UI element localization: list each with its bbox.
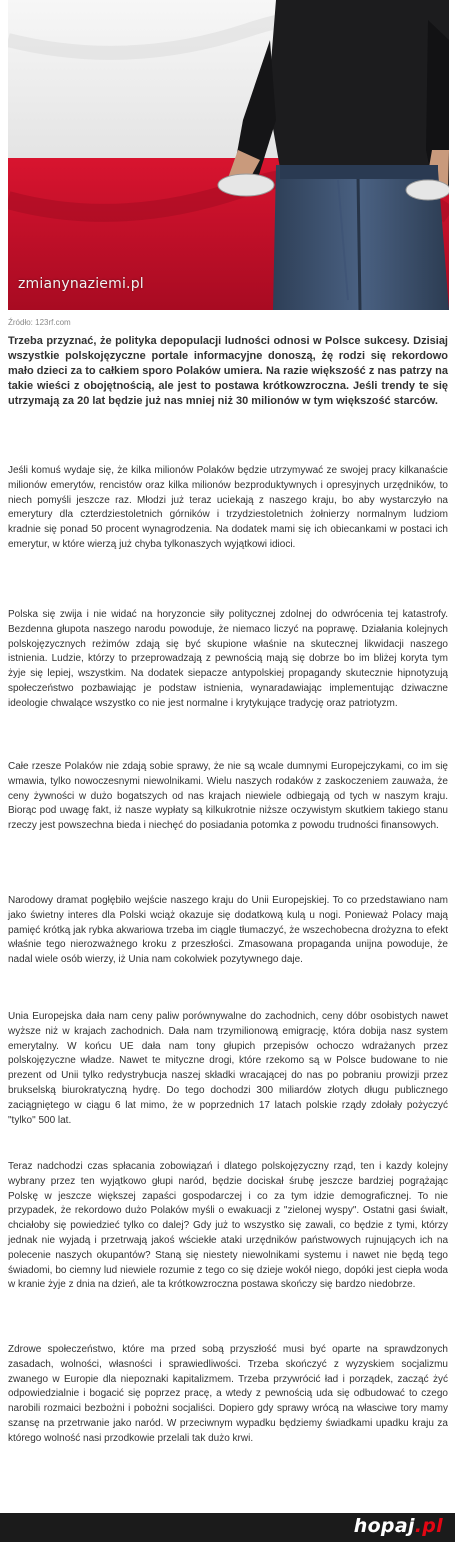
article-paragraph: Całe rzesze Polaków nie zdają sobie sprawy, że nie są wcale dumnymi Europejczykami, co im się wmawia, tylko nowoczesnymi niewolnikami. Wielu naszych rodaków z zaskoczeniem zauważa, że ceny żywności w dużo bogatszych od nas krajach niewiele odbiegają od tych w naszym kraju. Biorąc pod uwagę fakt, iż nasze wypłaty są kilkukrotnie niższe oczywistym skutkiem takiego stanu rzeczy jest powszechna bieda i niechęć do posiadania potomka z powodu trudności finansowych. <box>8 761 448 832</box>
image-source: Źródło: 123rf.com <box>8 318 71 327</box>
article-paragraph: Zdrowe społeczeństwo, które ma przed sobą przyszłość musi być oparte na sprawdzonych zasadach, wolności, własności i sprawiedliwości. Trzeba skończyć z wyzyskiem socjalizmu zwanego w Europie dla niepoznaki kapitalizmem. Trzeba przywrócić ład i porządek, zacząć żyć odpowiedzialnie i bogacić się poprzez pracę, a wtedy z pewnością uda się odbudować to czego narobili rozmaici bezbożni i pobożni socjaliści. Dopiero gdy sprawy wrócą na własciwe tory mamy szansę na przetrwanie jako naród. W przeciwnym wypadku będziemy świadkami upadku kraju za którego wolność nasi przodkowie przelali tak dużo krwi. <box>8 1344 448 1444</box>
logo-suffix: .pl <box>414 1515 443 1537</box>
article-lead: Trzeba przyznać, że polityka depopulacji ludności odnosi w Polsce sukcesy. Dzisiaj wszystkie polskojęzyczne portale informacyjne donoszą, żę rodzi się rekordowo mało dzieci za to całkiem sporo Polaków umiera. Na razie większość z nas patrzy na takie wieści z obojętnością, ale jest to postawa krótkowzroczna. Jeśli trendy te się utrzymają za 20 lat będzie już nas mniej niż 30 milionów w tym większość starców. <box>8 335 448 407</box>
photo-watermark: zmianynaziemi.pl <box>18 276 144 292</box>
shirt <box>268 0 449 175</box>
empty-pocket-right <box>406 180 449 200</box>
article-paragraph: Unia Europejska dała nam ceny paliw porównywalne do zachodnich, ceny dóbr osobistych nawet wyższe niż w krajach zachodnich. Dała nam trzymilionową emigrację, która dobija nasz system emerytalny. W końcu UE dała nam tony głupich przepisów ochoczo wdrażanych przez polskojęzyczne władze. Nawet te mityczne drogi, które rzekomo są w Polsce budowane to nie prezent od Unii tylko redystrybucja naszej składki wracającej do nas po pobraniu prowizji przez brukselską biurokratyczną hydrę. Do tego dochodzi 300 miliardów złotych długu publicznego zaciągniętego w ciągu 6 lat mimo, że w poprzednich 17 latach polskie rządy zdołały pożyczyć "tylko" 500 lat. <box>8 1011 448 1126</box>
site-logo[interactable] <box>354 1515 443 1537</box>
empty-pocket-left <box>218 174 274 196</box>
article-photo <box>8 0 449 310</box>
article-paragraph: Polska się zwija i nie widać na horyzoncie siły politycznej zdolnej do odwrócenia tej katastrofy. Bezdenna głupota naszego narodu powoduje, że niemaco liczyć na poprawę. Działania kolejnych polskojęzycznych reżimów zdają się być skupione właśnie na skutecznej likwidacji naszego istnienia. Ludzie, którzy to przeprowadzają z pewnością mają się dobrze bo im bliżej koryta tym żyje się lepiej, wszystkim. Na dodatek siepacze antypolskiej propagandy skutecznie hipnotyzują społeczeństwo pozbawiając je podstaw istnienia, wynaradawiając implementując dziwaczne ideologie chwalące wszystko co nie jest normalne i krytykujące tradycję oraz patriotyzm. <box>8 609 448 709</box>
photo-illustration <box>8 0 449 310</box>
footer-bar <box>0 1513 455 1542</box>
logo-text: hopaj <box>353 1515 415 1537</box>
article-paragraph: Jeśli komuś wydaje się, że kilka milionów Polaków będzie utrzymywać ze swojej pracy kilkanaście milionów emerytów, rencistów oraz kilka milionów bezproduktywnych i opresyjnych urzędników, to niech pomyśli jeszcze raz. Młodzi już teraz uciekają z naszego kraju, bo aby wystarczyło na emerytury dla czterdziestoletnich górników i trzydziestoletnich żołnierzy normalnym ludziom kradnie się ponad 50 procent wynagrodzenia. Na dodatek mami się ich obiecankami w postaci ich emerytur, w które wierzą już chyba tylkonaszych wyjątkowi idioci. <box>8 465 448 550</box>
article-paragraph: Narodowy dramat pogłębiło wejście naszego kraju do Unii Europejskiej. To co przedstawiano nam jako świetny interes dla Polski wciąż okazuje się dodatkową kulą u nogi. Ponieważ Polacy mają pamięć krótką jak rybka akwariowa trzeba im ciągle tłumaczyć, że wszechobecna drożyzna to efekt właśnie tego nierozważnego kroku z przeszłości. Zmasowana propaganda unijna powoduje, że nadal wiele osób wierzy, iż Unia nam cokolwiek pozytywnego daje. <box>8 895 448 966</box>
article-paragraph: Teraz nadchodzi czas spłacania zobowiązań i dlatego polskojęzyczny rząd, ten i kazdy kolejny wybrany przez ten wyjątkowo głupi naród, będzie dociskał śrubę jeszcze bardziej pogrążając Polskę w jeszcze większej zapaści gospodarczej i co za tym idzie demograficznej. To nie przypadek, że rekordowo dużo Polaków myśli o ewakuacji z "zielonej wyspy". Ostatni gasi świałt, chciałoby się powiedzieć tylko co dalej? Gdy już to wszystko się zawali, co będzie z tymi, którzy jednak nie wyjadą i przetrwają jakoś wściekłe ataki urzędników państwowych rujnujących ich na polecenie naszych okupantów? Staną się niestety niewolnikami systemu i nawet nie będą tego świadomi, bo ciemny lud niewiele rozumie z tego co się dzieje wokół niego, dopóki jest ciepła woda w kranie żyje z dnia na dzień, ale ta krótkowzroczna postawa skończy się bardzo niedobrze. <box>8 1161 448 1291</box>
